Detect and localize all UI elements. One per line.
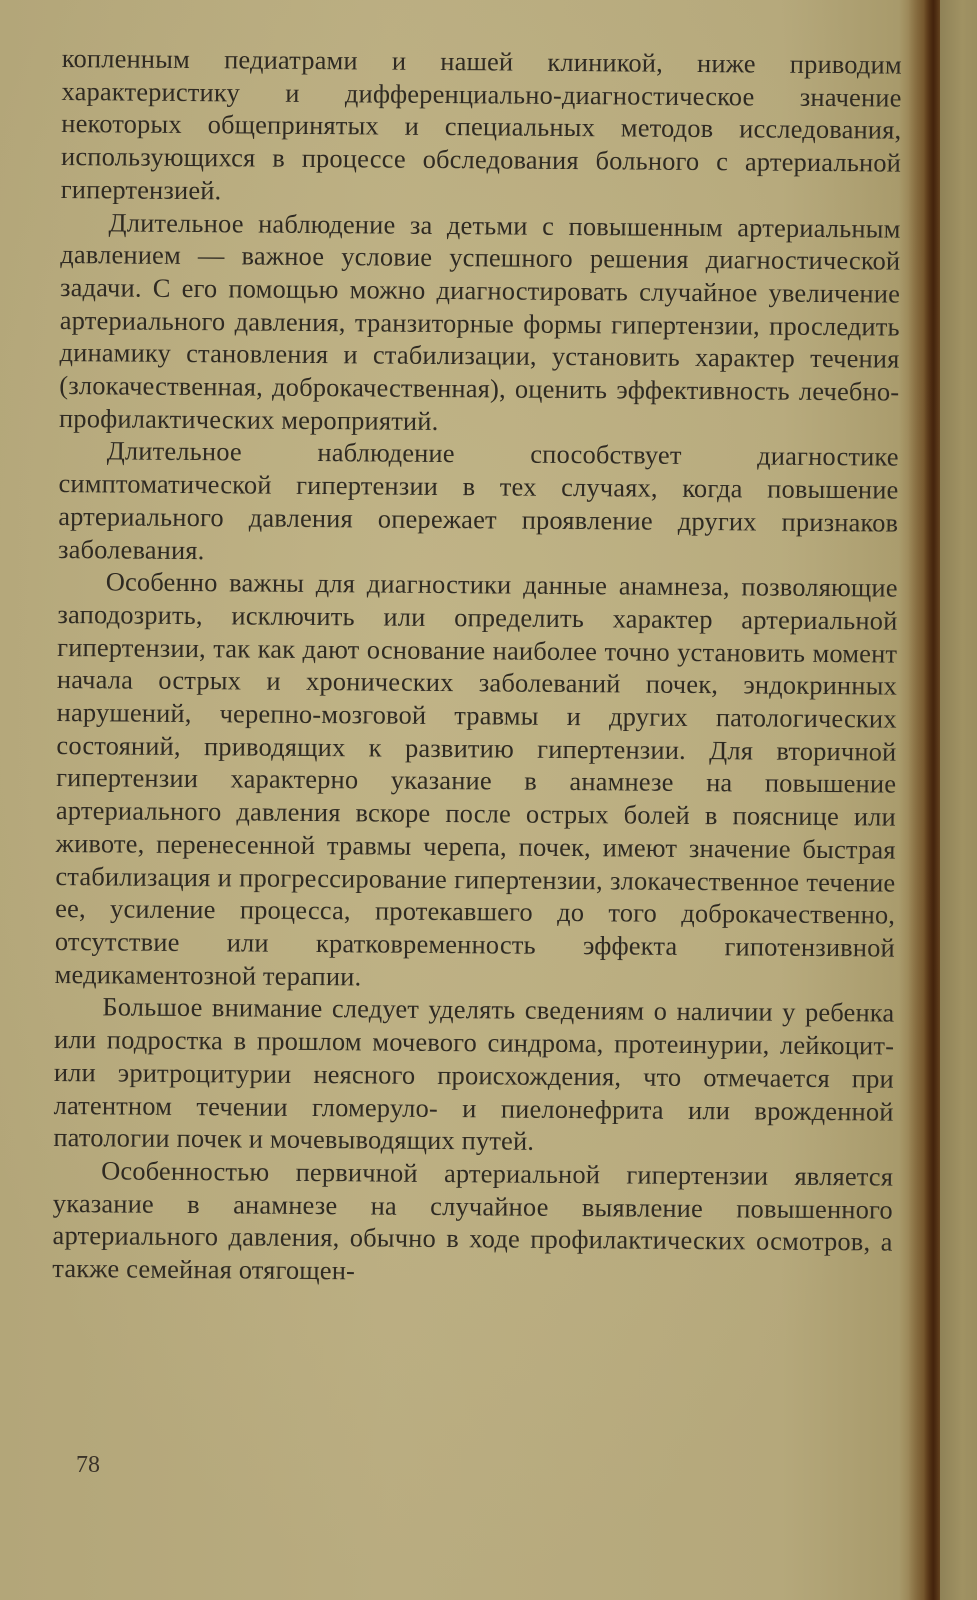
paragraph-2: Длительное наблюдение за детьми с повышенным артериальным давлением — важное условие успешного решения диагностической задачи. С его помощью можно диагностировать случайное увеличение артериального давления, транзиторные формы гипертензии, проследить динамику становления и стабилизации, установить характер течения (злокачественная, доброкачественная), оценить эффективность лечебно-профилактических мероприятий. — [58, 206, 901, 436]
paragraph-5: Большое внимание следует уделять сведениям о наличии у ребенка или подростка в прошлом мочевого синдрома, протеинурии, лейкоцит- или эритроцитурии неясного происхождения, что отмечается при латентном течении гломеруло- и пиелонефрита или врожденной патологии почек и мочевыводящих путей. — [53, 991, 895, 1156]
paragraph-4: Особенно важны для диагностики данные анамнеза, позволяющие заподозрить, исключить или определить характер артериальной гипертензии, так как дают основание наиболее точно установить момент начала острых и хронических заболеваний почек, эндокринных нарушений, черепно-мозговой травмы и других патологических состояний, приводящих к развитию гипертензии. Для вторичной гипертензии характерно указание в анамнезе на повышение артериального давления вскоре после острых болей в пояснице или животе, перенесенной травмы черепа, почек, имеют значение быстрая стабилизация и прогрессирование гипертензии, злокачественное течение ее, усиление процесса, протекавшего до того доброкачественно, отсутствие или кратковременность эффекта гипотензивной медикаментозной терапии. — [54, 566, 898, 992]
body-text — [52, 42, 902, 1291]
paragraph-3: Длительное наблюдение способствует диагностике симптоматической гипертензии в тех случаях, когда повышение артериального давления опережает проявление других признаков заболевания. — [57, 435, 899, 565]
next-page-edge — [940, 0, 977, 1600]
binding-shadow — [908, 0, 940, 1600]
paragraph-6: Особенностью первичной артериальной гипертензии является указание в анамнезе на случайное выявление повышенного артериального давления, обычно в ходе профилактических осмотров, а также семейная отягощен- — [52, 1155, 894, 1286]
paragraph-1: копленным педиатрами и нашей клиникой, ниже приводим характеристику и дифференциально-диагностическое значение некоторых общепринятых и специальных методов исследования, использующихся в процессе обследования больного с артериальной гипертензией. — [60, 42, 902, 206]
page-number: 78 — [76, 1452, 100, 1478]
